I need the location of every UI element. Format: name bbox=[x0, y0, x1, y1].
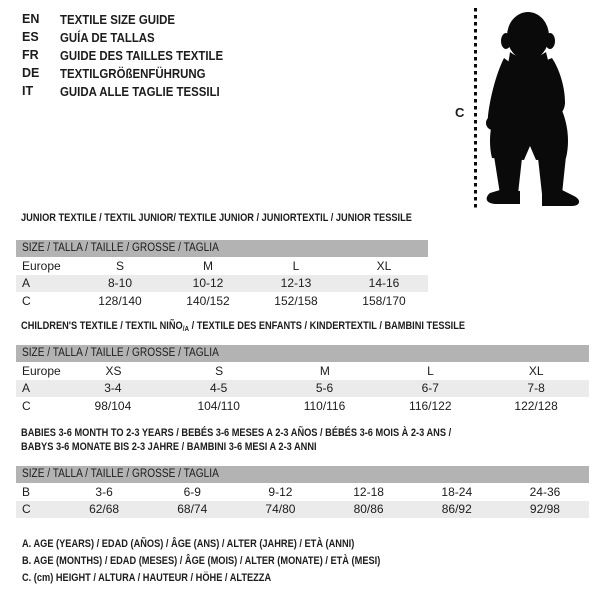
cell: 7-8 bbox=[527, 381, 545, 396]
table-row-europe bbox=[16, 362, 589, 380]
note-age-years: A. AGE (YEARS) / EDAD (AÑOS) / ÂGE (ANS) / ALTER (JAHRE) / ETÀ (ANNI) bbox=[22, 538, 355, 550]
height-measure-dashed-line-icon bbox=[474, 8, 477, 208]
note-age-months: B. AGE (MONTHS) / EDAD (MESES) / ÂGE (MOIS) / ALTER (MONATE) / ETÀ (MESI) bbox=[22, 555, 381, 567]
row-label: Europe bbox=[22, 258, 61, 273]
childrens-textile-table bbox=[16, 320, 589, 415]
cell: 4-5 bbox=[210, 381, 228, 396]
table-row-europe bbox=[16, 257, 428, 275]
language-row-en bbox=[22, 10, 245, 28]
cell: M bbox=[203, 258, 213, 273]
cell: 62/68 bbox=[89, 502, 120, 517]
language-title: GUIDA ALLE TAGLIE TESSILI bbox=[60, 83, 220, 99]
cell: 6-9 bbox=[183, 484, 201, 499]
language-row-de bbox=[22, 64, 245, 82]
height-measure-label: C bbox=[455, 105, 465, 120]
table-row-age bbox=[16, 275, 428, 293]
cell: L bbox=[427, 363, 434, 378]
title-subscript: /A bbox=[182, 324, 190, 333]
size-header-bar bbox=[16, 345, 589, 362]
cell: 12-13 bbox=[280, 276, 312, 291]
size-header-label: SIZE / TALLA / TAILLE / GRÖSSE / TAGLIA bbox=[22, 347, 219, 359]
cell: S bbox=[215, 363, 224, 378]
language-code: ES bbox=[22, 30, 39, 44]
cell: XS bbox=[105, 363, 122, 378]
cell: 68/74 bbox=[177, 502, 208, 517]
cell: 110/116 bbox=[303, 398, 346, 413]
babies-textile-table bbox=[16, 426, 589, 518]
title-part: CHILDREN'S TEXTILE / TEXTIL NIÑO bbox=[21, 320, 183, 332]
language-row-es bbox=[22, 28, 245, 46]
size-header-bar bbox=[16, 466, 589, 483]
cell: 158/170 bbox=[362, 293, 406, 308]
language-title: TEXTILE SIZE GUIDE bbox=[60, 11, 176, 27]
cell: 8-10 bbox=[107, 276, 133, 291]
language-title-list bbox=[22, 10, 245, 100]
cell: XL bbox=[376, 258, 392, 273]
table-row-height bbox=[16, 292, 428, 310]
cell: 128/140 bbox=[98, 293, 142, 308]
size-header-bar bbox=[16, 240, 428, 257]
row-label: A bbox=[22, 276, 31, 291]
row-label: Europe bbox=[22, 363, 61, 378]
cell: M bbox=[319, 363, 330, 378]
cell: 80/86 bbox=[353, 502, 384, 517]
cell: XL bbox=[528, 363, 544, 378]
babies-table-title-line1: BABIES 3-6 MONTH TO 2-3 YEARS / BEBÉS 3-6 MESES A 2-3 AÑOS / BÉBÉS 3-6 MOIS À 2-3 ANS / bbox=[21, 427, 452, 439]
babies-table-title-line2: BABYS 3-6 MONATE BIS 2-3 JAHRE / BAMBINI 3-6 MESI A 2-3 ANNI bbox=[21, 441, 317, 453]
cell: 3-6 bbox=[95, 484, 113, 499]
cell: 140/152 bbox=[186, 293, 230, 308]
legend-notes bbox=[22, 536, 449, 587]
baby-silhouette-icon bbox=[482, 10, 588, 210]
children-table-title bbox=[16, 320, 497, 333]
cell: 116/122 bbox=[409, 398, 452, 413]
language-title: GUIDE DES TAILLES TEXTILE bbox=[60, 47, 224, 63]
cell: L bbox=[292, 258, 300, 273]
language-title: GUÍA DE TALLAS bbox=[60, 29, 155, 45]
cell: 104/110 bbox=[197, 398, 240, 413]
junior-table-title: JUNIOR TEXTILE / TEXTIL JUNIOR/ TEXTILE JUNIOR / JUNIORTEXTIL / JUNIOR TESSILE bbox=[21, 212, 412, 224]
language-code: DE bbox=[22, 66, 40, 80]
cell: 9-12 bbox=[268, 484, 293, 499]
language-code: IT bbox=[22, 84, 34, 98]
row-label: B bbox=[22, 484, 31, 499]
cell: 18-24 bbox=[441, 484, 473, 499]
cell: 10-12 bbox=[192, 276, 224, 291]
row-label: C bbox=[22, 502, 31, 517]
cell: 86/92 bbox=[441, 502, 472, 517]
size-header-label: SIZE / TALLA / TAILLE / GRÖSSE / TAGLIA bbox=[22, 468, 219, 480]
table-row-age bbox=[16, 380, 589, 398]
cell: 122/128 bbox=[514, 398, 558, 413]
language-code: EN bbox=[22, 12, 40, 26]
note-height-cm: C. (cm) HEIGHT / ALTURA / HAUTEUR / HÖHE / ALTEZZA bbox=[22, 572, 272, 584]
size-header-label: SIZE / TALLA / TAILLE / GRÖSSE / TAGLIA bbox=[22, 242, 219, 254]
cell: 12-18 bbox=[353, 484, 384, 499]
junior-textile-table bbox=[16, 212, 428, 310]
title-part: / TEXTILE DES ENFANTS / KINDERTEXTIL / BAMBINI TESSILE bbox=[189, 320, 466, 332]
table-row-age-months bbox=[16, 483, 589, 501]
cell: 92/98 bbox=[529, 502, 560, 517]
cell: 152/158 bbox=[274, 293, 318, 308]
table-row-height bbox=[16, 501, 589, 519]
row-label: A bbox=[22, 381, 31, 396]
cell: 3-4 bbox=[104, 381, 122, 396]
language-title: TEXTILGRÖßENFÜHRUNG bbox=[60, 65, 206, 81]
language-code: FR bbox=[22, 48, 39, 62]
cell: 98/104 bbox=[94, 398, 132, 413]
cell: 5-6 bbox=[315, 381, 334, 396]
cell: 74/80 bbox=[265, 502, 296, 517]
language-row-fr bbox=[22, 46, 245, 64]
cell: 14-16 bbox=[368, 276, 400, 291]
cell: S bbox=[115, 258, 124, 273]
cell: 24-36 bbox=[529, 484, 561, 499]
table-row-height bbox=[16, 397, 589, 415]
cell: 6-7 bbox=[421, 381, 439, 396]
language-row-it bbox=[22, 82, 245, 100]
row-label: C bbox=[22, 293, 31, 308]
row-label: C bbox=[22, 398, 31, 413]
